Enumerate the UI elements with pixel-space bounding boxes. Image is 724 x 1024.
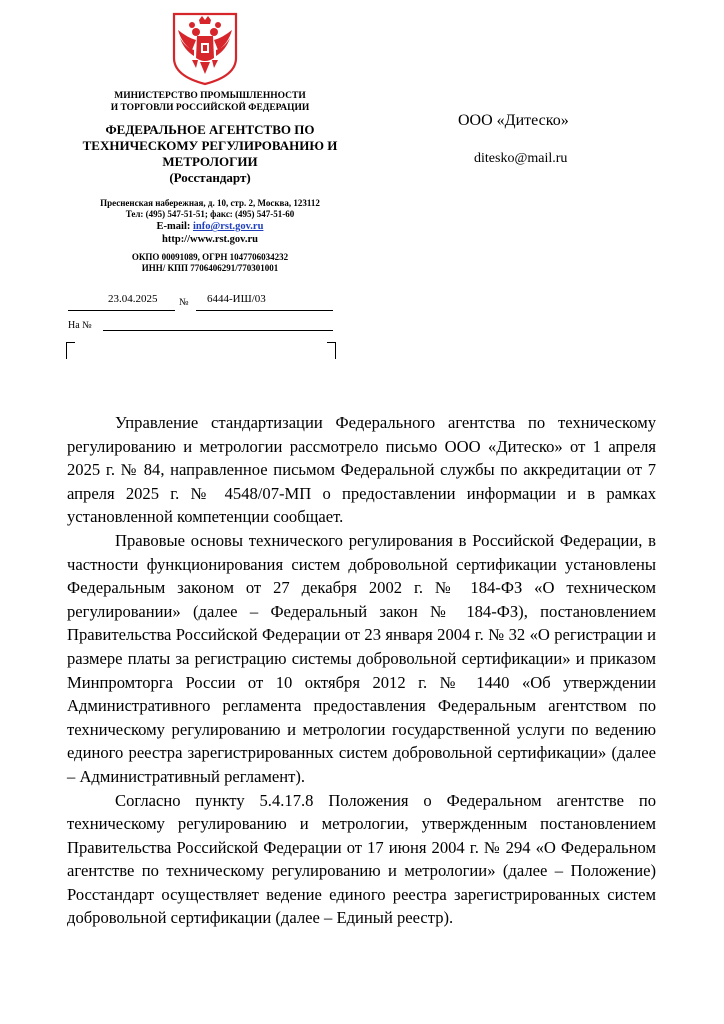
ministry-name — [60, 90, 360, 114]
agency-line-3: МЕТРОЛОГИИ — [162, 154, 258, 169]
reply-to-label: На № — [68, 320, 92, 331]
coat-of-arms-icon — [170, 10, 240, 86]
corner-bracket-right — [327, 342, 336, 359]
email-link[interactable]: info@rst.gov.ru — [193, 221, 264, 232]
corner-bracket-left — [66, 342, 75, 359]
email-label: E-mail: — [156, 221, 193, 232]
number-sign: № — [179, 297, 189, 308]
letter-body — [67, 411, 656, 930]
number-underline — [196, 310, 333, 311]
ministry-line-2: И ТОРГОВЛИ РОССИЙСКОЙ ФЕДЕРАЦИИ — [110, 103, 310, 113]
addressee-name: ООО «Дитеско» — [458, 112, 569, 129]
date-underline — [68, 310, 175, 311]
reply-to-underline — [103, 330, 333, 331]
agency-line-1: ФЕДЕРАЛЬНОЕ АГЕНТСТВО ПО — [105, 122, 315, 137]
ministry-line-1: МИНИСТЕРСТВО ПРОМЫШЛЕННОСТИ — [114, 91, 306, 101]
inn-kpp-line: ИНН/ КПП 7706406291/770301001 — [141, 263, 279, 273]
body-paragraph-3: Согласно пункту 5.4.17.8 Положения о Федеральном агентстве по техническому регулированию и метрологии, утвержденным постановлением Правительства Российской Федерации от 17 июня 2004 г. № 294 «О Федеральном агентстве по техническому регулированию и метрологии» (далее – Положение) Росстандарт осуществляет ведение единого реестра зарегистрированных систем добровольной сертификации (далее – Единый реестр). — [67, 790, 656, 928]
phone-fax-line: Тел: (495) 547-51-51; факс: (495) 547-51-60 — [125, 209, 295, 219]
website-link[interactable]: http://www.rst.gov.ru — [162, 234, 258, 245]
body-paragraph-1: Управление стандартизации Федерального агентства по техническому регулированию и метрологии рассмотрело письмо ООО «Дитеско» от 1 апреля 2025 г. № 84, направленное письмом Федеральной службы по аккредитации от 7 апреля 2025 г. № 4548/07-МП о предоставлении информации и в рамках установленной компетенции сообщает. — [67, 413, 656, 527]
email-line — [60, 220, 360, 233]
agency-short-name: (Росстандарт) — [169, 170, 251, 185]
agency-line-2: ТЕХНИЧЕСКОМУ РЕГУЛИРОВАНИЮ И — [82, 138, 338, 153]
okpo-ogrn-line: ОКПО 00091089, ОГРН 1047706034232 — [131, 252, 289, 262]
agency-name — [60, 122, 360, 170]
letter-date: 23.04.2025 — [108, 293, 158, 305]
address-line: Пресненская набережная, д. 10, стр. 2, Москва, 123112 — [100, 198, 320, 208]
body-paragraph-2: Правовые основы технического регулирования в Российской Федерации, в частности функционирования систем добровольной сертификации установлены Федеральным законом от 27 декабря 2002 г. № 184-ФЗ «О техническом регулировании» (далее – Федеральный закон № 184-ФЗ), постановлением Правительства Российской Федерации от 23 января 2004 г. № 32 «О регистрации и размере платы за регистрацию системы добровольной сертификации» и приказом Минпромторга России от 10 октября 2012 г. № 1440 «Об утверждении Административного регламента предоставления Федеральным агентством по техническому регулированию и метрологии государственной услуги по ведению единого реестра зарегистрированных систем добровольной сертификации» (далее – Административный регламент). — [67, 530, 656, 786]
addressee-email: ditesko@mail.ru — [474, 151, 568, 166]
letter-number: 6444-ИШ/03 — [207, 293, 266, 305]
